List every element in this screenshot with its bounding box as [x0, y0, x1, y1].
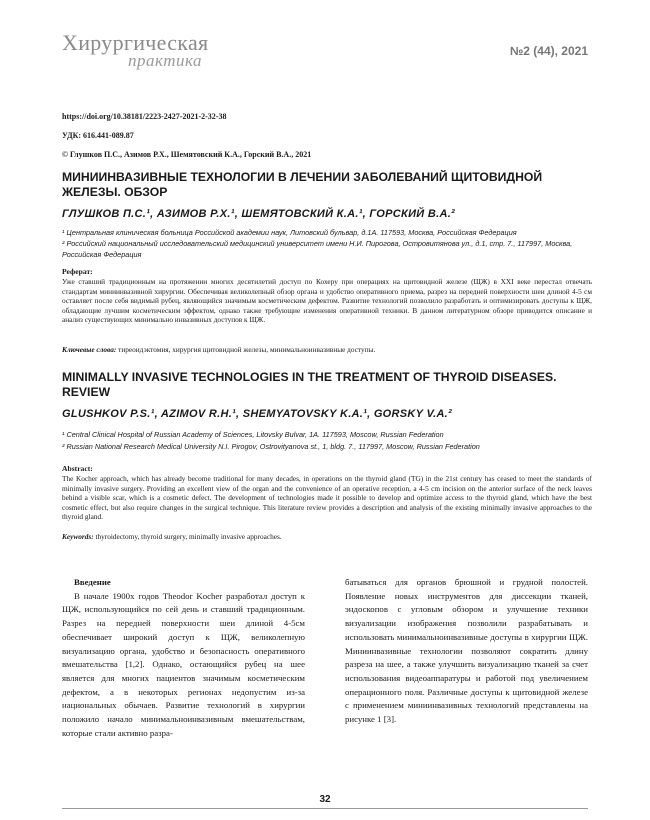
- title-en: MINIMALLY INVASIVE TECHNOLOGIES IN THE TREATMENT OF THYROID DISEASES. REVIEW: [62, 370, 557, 399]
- keywords-label-en: Keywords:: [62, 532, 94, 541]
- body-right-column: [345, 576, 588, 727]
- footer-rule: [62, 808, 588, 809]
- intro-heading: Введение: [74, 577, 111, 587]
- affiliation-en-1: ¹ Central Clinical Hospital of Russian Academy of Sciences, Litovsky Bulvar, 1A. 117593, Moscow, Russian Federation: [62, 430, 444, 439]
- doi-link[interactable]: https://doi.org/10.38181/2223-2427-2021-2-32-38: [62, 112, 227, 121]
- issue-number: №2 (44), 2021: [509, 44, 588, 58]
- abstract-en: The Kocher approach, which has already become traditional for many decades, in operations on the thyroid gland (TG) in the 21st century has ceased to meet the standards of minimally invasive surgery. Providing an excellent view of the organ and the convenience of an operative reception, a 4-5 cm incision on the anterior surface of the neck leaves behind a visible scar, which is a cosmetic defect. The development of technologies made it possible to develop and optimize access to the thyroid gland, which have the best cosmetic effect, but also require changes in the surgical technique. This literature review provides a description and analysis of the existing minimally invasive approaches to the thyroid gland.: [62, 474, 592, 522]
- keywords-label-ru: Ключевые слова:: [62, 345, 117, 354]
- affiliation-ru-1: ¹ Центральная клиническая больница Российской академии наук, Литовский бульвар, д.1А. 117593, Москва, Российская Федерация: [62, 228, 517, 237]
- journal-logo-title: Хирургическая: [62, 30, 209, 55]
- intro-paragraph-right: батываться для органов брюшной и грудной полостей. Появление новых инструментов для диссекции тканей, эндоскопов с угловым обзором и улучшение техники визуализации изображения позволили разрабатывать и использовать минимальноинвазивные доступы в хирургии ЩЖ. Миниинвазивные технологии позволяют сократить длину разреза на шее, а также улучшить визуализацию тканей за счет использования видеоаппаратуры и работой под увеличением операционного поля. Различные доступы к щитовидной железе с применением миниинвазивных технологий представлены на рисунке 1 [3].: [345, 577, 588, 725]
- title-ru: МИНИИНВАЗИВНЫЕ ТЕХНОЛОГИИ В ЛЕЧЕНИИ ЗАБОЛЕВАНИЙ ЩИТОВИДНОЙ ЖЕЛЕЗЫ. ОБЗОР: [62, 170, 543, 199]
- abstract-ru: Уже ставший традиционным на протяжении многих десятилетий доступ по Кохеру при операциях на щитовидной железе (ЩЖ) в XXI веке перестал отвечать стандартам миниинвазивной хирургии. Обеспечивая великолепный обзор органа и удобство оперативного приема, разрез на передней поверхности шеи длиной 4-5 см оставляет после себя видимый рубец, являющийся значимым косметическим дефектом. Развитие технологий позволило разработать и оптимизировать доступы к ЩЖ, обладающие лучшим косметическим эффектом, однако также требующие изменения оперативной техники. В данном литературном обзоре приводится описание и анализ существующих минимально инвазивных доступов к ЩЖ.: [62, 277, 592, 325]
- affiliation-en-2: ² Russian National Research Medical University N.I. Pirogov, Ostrovityanova st., 1, bldg. 7., 117997, Moscow, Russian Federation: [62, 442, 480, 451]
- affiliation-ru-2: ² Российский национальный исследовательский медицинский университет имени Н.И. Пирогова, Островитянова ул., д.1, стр. 7., 117997, Москва, Российская Федерация: [62, 239, 573, 259]
- abstract-label-en: Abstract:: [62, 464, 93, 473]
- body-left-column: [62, 576, 305, 740]
- authors-ru: ГЛУШКОВ П.С.¹, АЗИМОВ Р.Х.¹, ШЕМЯТОВСКИЙ К.А.¹, ГОРСКИЙ В.А.²: [62, 208, 456, 220]
- journal-logo-subtitle: практика: [128, 51, 203, 70]
- abstract-label-ru: Реферат:: [62, 267, 93, 276]
- page-number: 32: [319, 794, 331, 805]
- authors-en: GLUSHKOV P.S.¹, AZIMOV R.H.¹, SHEMYATOVSKY K.A.¹, GORSKY V.A.²: [62, 408, 453, 420]
- udk-code: УДК: 616.441-089.87: [62, 131, 134, 140]
- keywords-en: [62, 532, 592, 541]
- keywords-text-en: thyroidectomy, thyroid surgery, minimally invasive approaches.: [95, 532, 282, 541]
- intro-paragraph-left: В начале 1900х годов Theodor Kocher разработал доступ к ЩЖ, использующийся по сей день и ставший традиционным. Разрез на передней поверхности шеи длиной 4-5см обеспечивает широкий доступ к ЩЖ, великолепную визуализацию органа, удобство и безопасность оперативного вмешательства [1,2]. Однако, остающийся рубец на шее является для многих пациентов значимым косметическим дефектом, а в некоторых регионах недопустим из-за национальных обычаев. Развитие технологий в хирургии положило начало минимальноинвазивным вмешательствам, которые стали активно разра-: [62, 590, 305, 738]
- copyright-line: © Глушков П.С., Азимов Р.Х., Шемятовский К.А., Горский В.А., 2021: [62, 150, 312, 159]
- keywords-text-ru: тиреоидэктомия, хирургия щитовидной железы, минимальноинвазивные доступы.: [118, 345, 376, 354]
- keywords-ru: [62, 345, 592, 354]
